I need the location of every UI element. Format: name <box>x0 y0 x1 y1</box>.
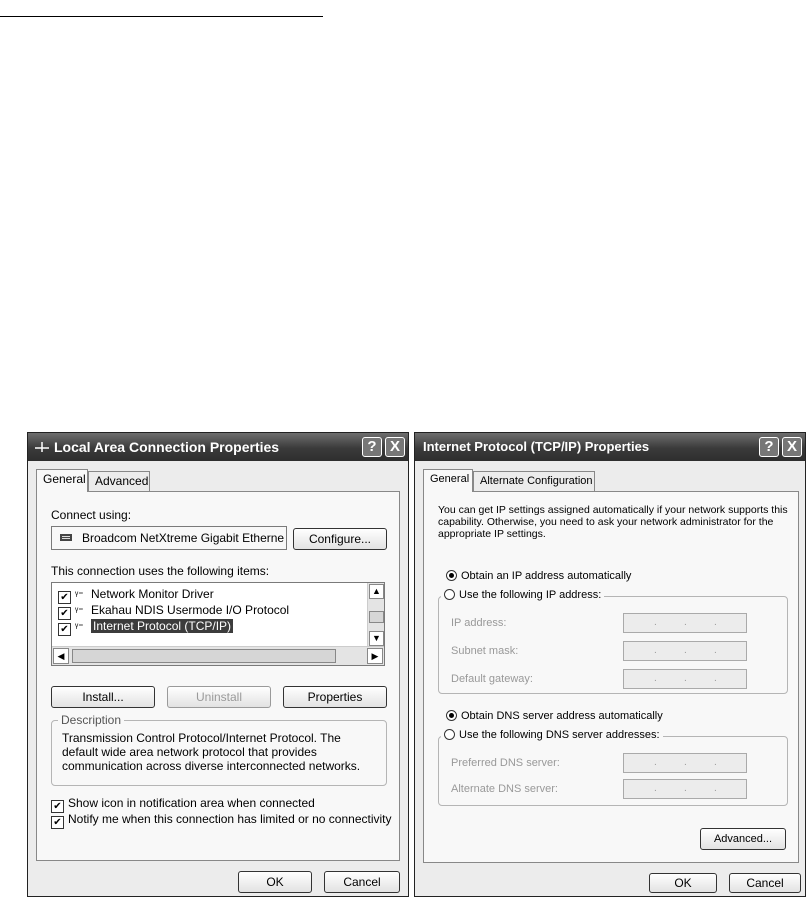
general-tab-panel <box>423 491 799 863</box>
local-area-connection-properties-dialog <box>27 432 409 897</box>
scroll-thumb[interactable] <box>369 611 384 623</box>
notify-checkbox[interactable]: ✔ <box>51 816 64 829</box>
description-group <box>51 713 387 786</box>
show-icon-option[interactable] <box>51 796 315 813</box>
static-dns-group <box>438 729 788 806</box>
ip-address-field[interactable]: . . . <box>623 613 747 633</box>
protocol-icon: ᵞ⁼ <box>75 606 84 617</box>
checkbox[interactable]: ✔ <box>58 591 71 604</box>
general-tab-panel <box>36 491 400 861</box>
tab-advanced[interactable]: Advanced <box>88 471 150 491</box>
obtain-dns-option[interactable] <box>446 710 663 722</box>
list-item-label: Network Monitor Driver <box>91 587 214 601</box>
ok-button[interactable]: OK <box>238 871 312 893</box>
cancel-button[interactable]: Cancel <box>729 873 801 893</box>
tab-general[interactable]: General <box>423 469 473 492</box>
list-item-label: Internet Protocol (TCP/IP) <box>93 619 232 633</box>
configure-button[interactable]: Configure... <box>293 528 387 550</box>
adapter-field <box>51 526 287 550</box>
dialog-title: Internet Protocol (TCP/IP) Properties <box>423 439 650 454</box>
list-item[interactable] <box>58 587 214 604</box>
use-ip-label: Use the following IP address: <box>459 589 602 601</box>
tab-general[interactable]: General <box>36 469 88 492</box>
description-legend: Description <box>58 713 124 727</box>
adapter-name: Broadcom NetXtreme Gigabit Etherne <box>82 531 285 545</box>
items-label: This connection uses the following items: <box>51 564 270 578</box>
dialog-title: Local Area Connection Properties <box>54 439 280 455</box>
items-list <box>51 582 385 666</box>
subnet-mask-field[interactable]: . . . <box>623 641 747 661</box>
show-icon-label: Show icon in notification area when connected <box>68 796 315 810</box>
static-ip-group <box>438 589 788 694</box>
ip-address-label: IP address: <box>451 617 507 629</box>
use-ip-option[interactable] <box>441 589 604 601</box>
ok-button[interactable]: OK <box>649 873 717 893</box>
checkbox[interactable]: ✔ <box>58 623 71 636</box>
obtain-dns-radio[interactable] <box>446 710 457 721</box>
scroll-left-icon[interactable]: ◀ <box>53 648 69 664</box>
connect-using-label: Connect using: <box>51 508 132 522</box>
properties-button[interactable]: Properties <box>283 686 387 708</box>
network-adapter-icon <box>60 533 74 543</box>
protocol-icon: ᵞ⁼ <box>75 590 84 601</box>
description-text: Transmission Control Protocol/Internet Protocol. The default wide area network protocol that provides communication across diverse interconnected networks. <box>62 731 361 773</box>
preferred-dns-label: Preferred DNS server: <box>451 757 560 769</box>
scroll-down-icon[interactable]: ▼ <box>369 631 384 646</box>
tab-alternate-configuration[interactable]: Alternate Configuration <box>473 471 595 491</box>
title-bar[interactable] <box>28 433 408 461</box>
obtain-ip-radio[interactable] <box>446 570 457 581</box>
help-button[interactable]: ? <box>362 437 382 457</box>
title-bar[interactable] <box>415 433 805 461</box>
protocol-icon: ᵞ⁼ <box>75 622 84 633</box>
use-dns-label: Use the following DNS server addresses: <box>459 729 660 741</box>
separator-line <box>0 16 323 17</box>
close-button[interactable]: X <box>782 437 802 457</box>
list-item-label: Ekahau NDIS Usermode I/O Protocol <box>91 603 290 617</box>
list-item-selected[interactable] <box>58 619 233 636</box>
install-button[interactable]: Install... <box>51 686 155 708</box>
default-gateway-label: Default gateway: <box>451 673 533 685</box>
list-item[interactable] <box>58 603 289 620</box>
use-ip-radio[interactable] <box>444 589 455 600</box>
preferred-dns-field[interactable]: . . . <box>623 753 747 773</box>
alternate-dns-label: Alternate DNS server: <box>451 783 558 795</box>
help-button[interactable]: ? <box>759 437 779 457</box>
tcp-ip-properties-dialog <box>414 432 806 897</box>
scroll-right-icon[interactable]: ▶ <box>367 648 383 664</box>
scroll-thumb[interactable] <box>72 649 336 663</box>
horizontal-scrollbar[interactable] <box>52 646 384 665</box>
vertical-scrollbar[interactable] <box>367 583 384 647</box>
close-button[interactable]: X <box>385 437 405 457</box>
alternate-dns-field[interactable]: . . . <box>623 779 747 799</box>
uninstall-button[interactable]: Uninstall <box>167 686 271 708</box>
obtain-dns-label: Obtain DNS server address automatically <box>461 710 663 722</box>
use-dns-option[interactable] <box>441 729 663 741</box>
scroll-up-icon[interactable]: ▲ <box>369 584 384 599</box>
default-gateway-field[interactable]: . . . <box>623 669 747 689</box>
notify-option[interactable] <box>51 812 392 829</box>
notify-label: Notify me when this connection has limited or no connectivity <box>68 812 392 826</box>
use-dns-radio[interactable] <box>444 729 455 740</box>
intro-text: You can get IP settings assigned automatically if your network supports this capability. Otherwise, you need to ask your network administrator for the appropriate IP settings. <box>438 504 788 540</box>
network-connection-icon <box>34 439 50 455</box>
cancel-button[interactable]: Cancel <box>324 871 400 893</box>
checkbox[interactable]: ✔ <box>58 607 71 620</box>
advanced-button[interactable]: Advanced... <box>700 828 786 850</box>
subnet-mask-label: Subnet mask: <box>451 645 519 657</box>
obtain-ip-option[interactable] <box>446 570 631 582</box>
show-icon-checkbox[interactable]: ✔ <box>51 800 64 813</box>
obtain-ip-label: Obtain an IP address automatically <box>461 570 632 582</box>
